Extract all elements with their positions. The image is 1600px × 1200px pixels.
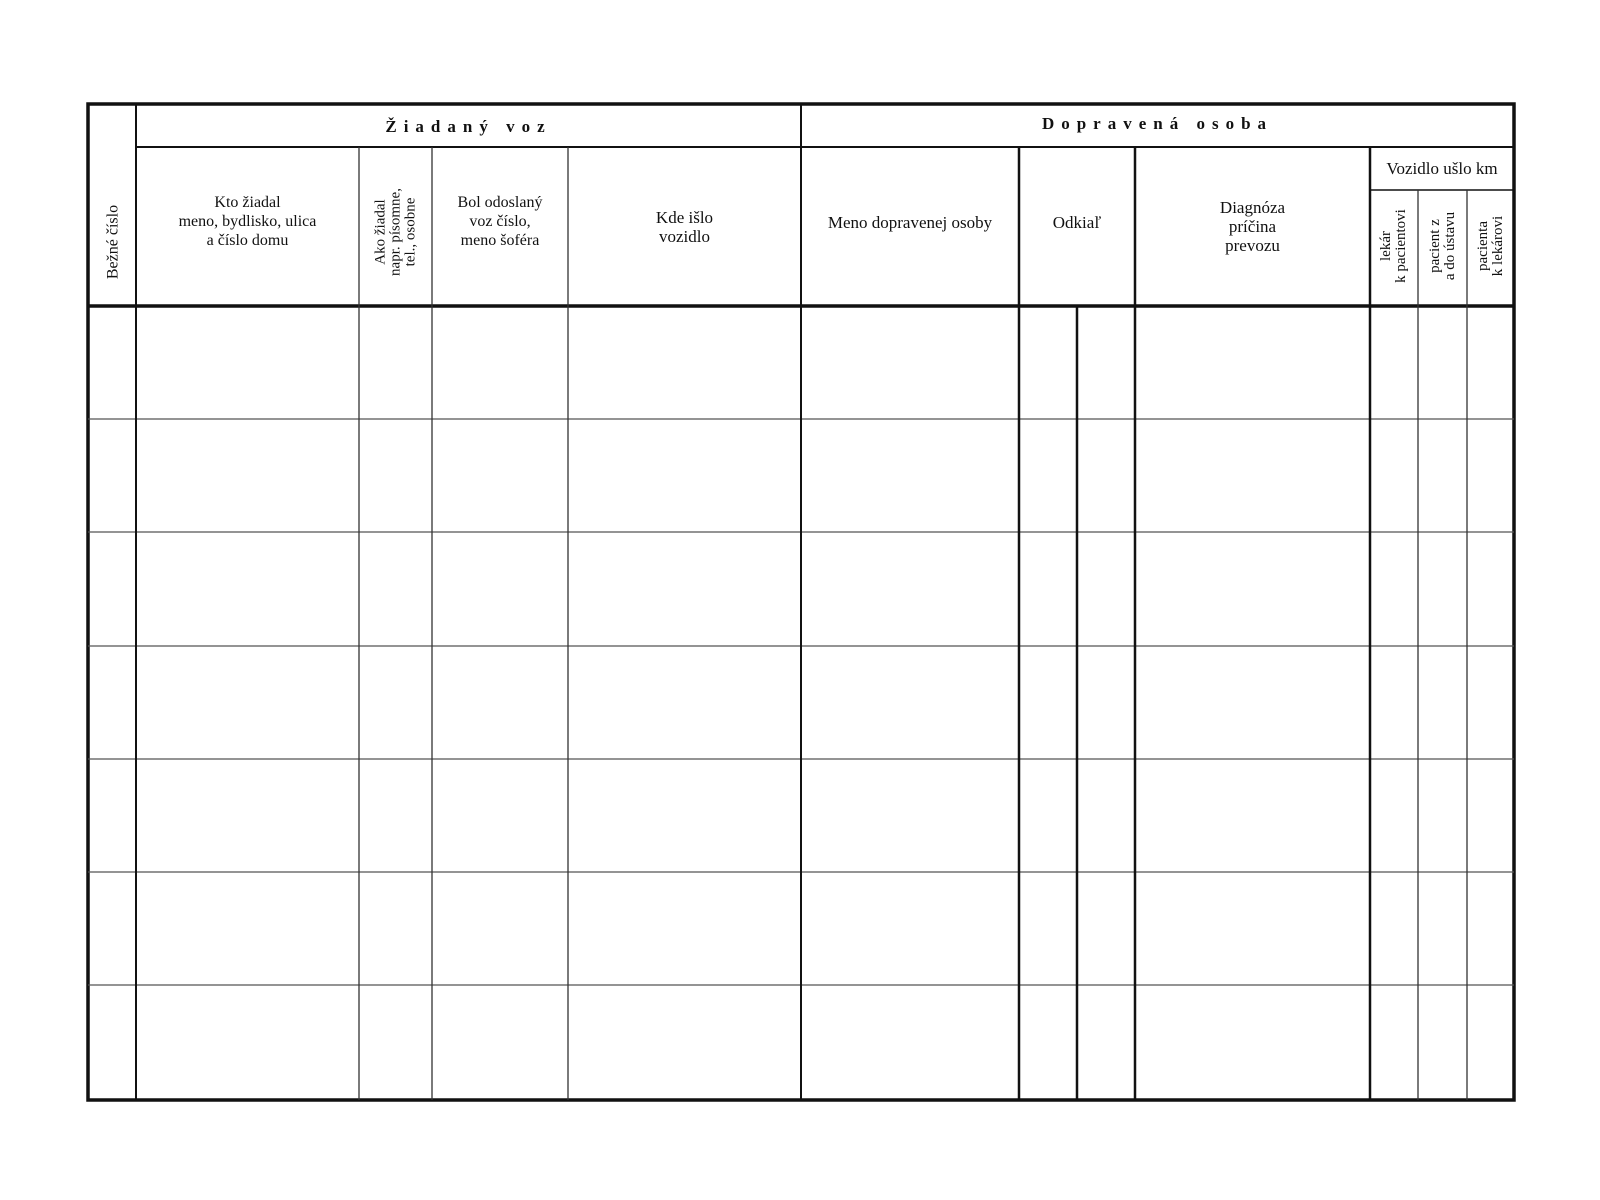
col-heading-running-number: Bežné číslo: [104, 204, 122, 280]
col-heading-km-doctor-to-patient: lekár k pacientovi: [1378, 209, 1409, 283]
col-heading-from-where: Odkiaľ: [1052, 213, 1102, 232]
col-heading-km-patient-to-doctor: pacienta k lekárovi: [1475, 215, 1506, 277]
group-heading-km: Vozidlo ušlo km: [1386, 159, 1498, 178]
col-heading-destination: Kde išlo vozidlo: [655, 208, 714, 246]
col-heading-request-method: Ako žiadal napr. písomne, tel., osobne: [372, 188, 419, 276]
col-heading-requested-by: Kto žiadal meno, bydlisko, ulica a číslo domu: [178, 194, 317, 249]
col-heading-diagnosis: Diagnóza príčina prevozu: [1219, 198, 1286, 255]
col-heading-sent-vehicle: Bol odoslaný voz číslo, meno šoféra: [457, 194, 543, 249]
col-heading-person-name: Meno dopravenej osoby: [827, 213, 993, 232]
col-heading-km-patient-to-institution: pacient z a do ústavu: [1427, 211, 1458, 281]
group-heading-transported-person: Dopravená osoba: [1041, 114, 1274, 133]
group-heading-requested-vehicle: Žiadaný voz: [385, 117, 552, 136]
